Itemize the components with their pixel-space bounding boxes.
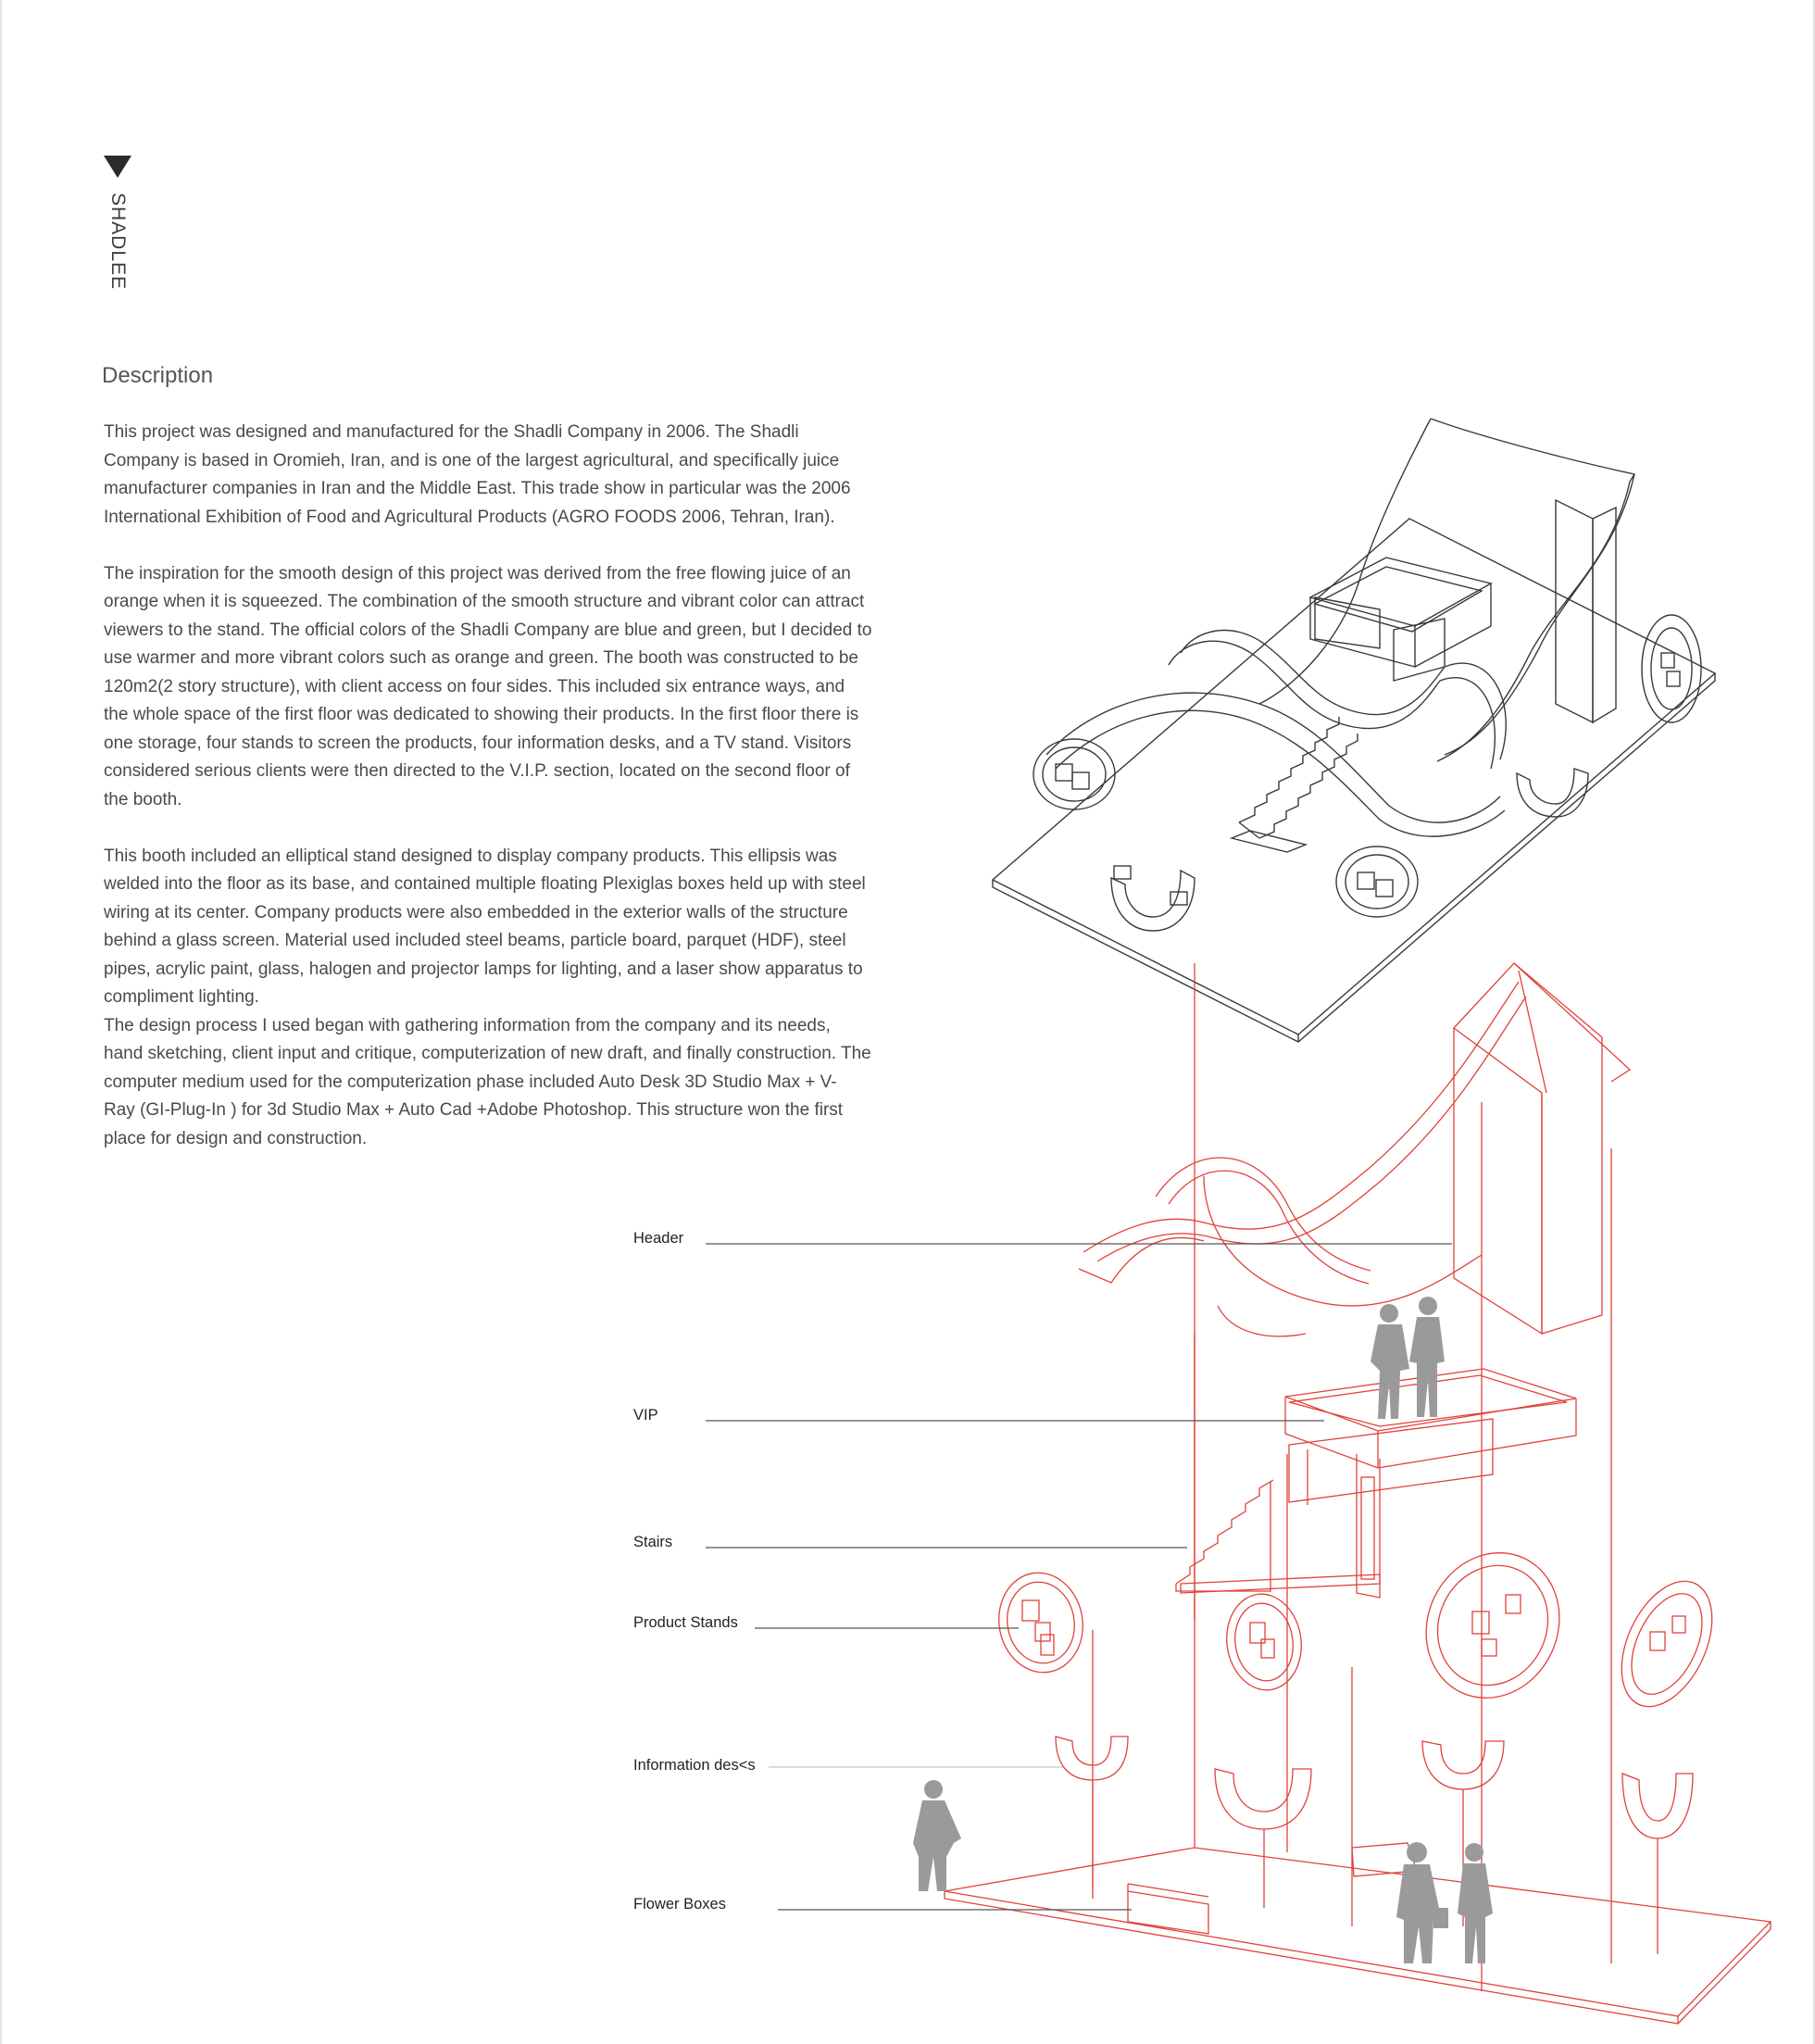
exploded-product-stand: [1604, 1567, 1731, 1721]
exploded-info-desk: [1422, 1741, 1504, 1789]
description-paragraph: The design process I used began with gathering information from the company and its needs, hand sketching, client input and critique, computerization of new draft, and finally construction. The computer medium used for the computerization phase included Auto Desk 3D Studio Max + V- Ray (GI-Plug-In ) for 3d Studio Max + Auto Cad +Adobe Photoshop. This structure won the first place for design and construction.: [104, 1015, 871, 1148]
exploded-flower-box: [1128, 1891, 1208, 1934]
callout-flower-boxes: Flower Boxes: [633, 1896, 726, 1912]
exploded-product-stand: [1220, 1589, 1308, 1695]
callout-stairs: Stairs: [633, 1534, 673, 1550]
exploded-redline-structure: [945, 963, 1771, 2024]
callout-product-stands: Product Stands: [633, 1614, 738, 1631]
exploded-product-stand: [1403, 1531, 1583, 1720]
callout-header: Header: [633, 1230, 684, 1247]
description-paragraph: This project was designed and manufactured for the Shadli Company in 2006. The Shadli Company is based in Oromieh, Iran, and is one of the largest agricultural, and specifically juice manufacturer companies in Iran and the Middle East. This trade show in particular was the 2006 International Exhibition of Food and Agricultural Products (AGRO FOODS 2006, Tehran, Iran).: [104, 422, 851, 527]
description-heading: Description: [102, 363, 214, 388]
exploded-floor: [945, 1848, 1771, 2016]
exploded-product-stand: [991, 1566, 1090, 1679]
exploded-stairs: [1176, 1480, 1273, 1584]
description-paragraph: The inspiration for the smooth design of this project was derived from the free flowing juice of an orange when it is squeezed. The combination of the smooth structure and vibrant color can attract viewers to the stand. The official colors of the Shadli Company are blue and green, but I decided to use warmer and more vibrant colors such as orange and green. The booth was constructed to be 120m2(2 story structure), with client access on four sides. This included six entrance ways, and the whole space of the first floor was dedicated to showing their products. In the first floor there is one storage, four stands to screen the products, four information desks, and a TV stand. Visitors considered serious clients were then directed to the V.I.P. section, located on the second floor of the booth.: [104, 563, 872, 809]
callout-information-desks: Information des<s: [633, 1757, 756, 1774]
person-figure: [913, 1780, 961, 1891]
exploded-info-desk: [1215, 1769, 1311, 1829]
exploded-info-desk: [1622, 1774, 1693, 1838]
exploded-info-desk: [1056, 1737, 1128, 1780]
callout-vip: VIP: [633, 1407, 658, 1423]
person-figure: [1371, 1297, 1445, 1419]
section-label: SHADLEE: [107, 193, 129, 291]
description-paragraph: This booth included an elliptical stand designed to display company products. This ellipsis was welded into the floor as its base, and contained multiple floating Plexiglas boxes held up with steel wiring at its center. Company products were also embedded in the exterior walls of the structure behind a glass screen. Material used included steel beams, particle board, parquet (HDF), steel pipes, acrylic paint, glass, halogen and projector lamps for lighting, and a laser show apparatus to compliment lighting.: [104, 846, 866, 1007]
person-figure: [1396, 1842, 1493, 1963]
